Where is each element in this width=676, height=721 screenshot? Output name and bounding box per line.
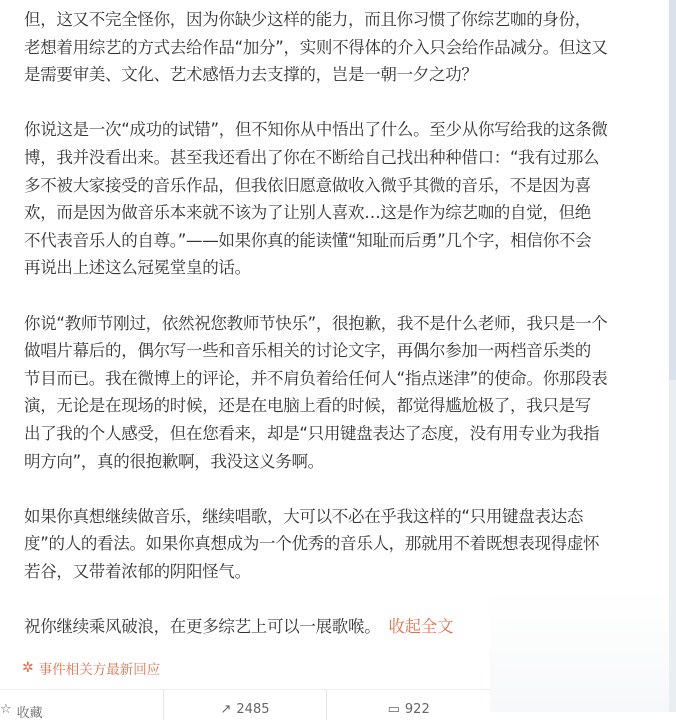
related-label: 事件相关方最新回应 bbox=[38, 662, 161, 678]
text-line: 是需要审美、文化、艺术感悟力去支撑的，岂是一朝一夕之功？ bbox=[24, 65, 478, 85]
comment-count: 922 bbox=[404, 702, 430, 717]
repost-count: 2485 bbox=[236, 702, 270, 717]
scrollbar[interactable] bbox=[669, 0, 676, 712]
action-bar bbox=[0, 690, 490, 720]
text-line: 演，无论是在现场的时候，还是在电脑上看的时候，都觉得尴尬极了，我只是写 bbox=[24, 396, 592, 416]
text-line: 欢，而是因为做音乐本来就不该为了让别人喜欢…这是作为综艺咖的自觉，但绝 bbox=[24, 203, 592, 223]
repost-button[interactable] bbox=[164, 690, 328, 720]
paragraph-1 bbox=[24, 6, 608, 89]
text-line: 如果你真想继续做音乐，继续唱歌，大可以不必在乎我这样的“只用键盘表达态 bbox=[24, 506, 584, 526]
text-line: 明方向”，真的很抱歉啊，我没这义务啊。 bbox=[24, 451, 324, 471]
comment-icon: ▭ bbox=[387, 702, 400, 717]
text-line: 不代表音乐人的自尊。”——如果你真的能读懂“知耻而后勇”几个字，相信你不会 bbox=[24, 230, 592, 250]
favorite-label: 收藏 bbox=[16, 706, 43, 721]
text-line: 若谷，又带着浓郁的阴阳怪气。 bbox=[24, 561, 251, 581]
sparkle-icon: ✲ bbox=[22, 660, 34, 676]
scrollbar-thumb[interactable] bbox=[669, 0, 676, 380]
paragraph-2 bbox=[24, 116, 608, 282]
text-line: 你说这是一次“成功的试错”，但不知你从中悟出了什么。至少从你写给我的这条微 bbox=[24, 120, 608, 140]
text-line: 博，我并没看出来。甚至我还看出了你在不断给自己找出种种借口：“我有过那么 bbox=[24, 147, 600, 167]
related-party-response-link[interactable] bbox=[22, 658, 160, 678]
paragraph-5 bbox=[24, 613, 494, 641]
text-line: 老想着用综艺的方式去给作品“加分”，实则不得体的介入只会给作品减分。但这又 bbox=[24, 37, 608, 57]
text-line: 你说“教师节刚过，依然祝您教师节快乐”，很抱歉，我不是什么老师，我只是一个 bbox=[24, 313, 608, 333]
text-line: 但，这又不完全怪你，因为你缺少这样的能力，而且你习惯了你综艺咖的身份， bbox=[24, 10, 592, 29]
side-overlay bbox=[490, 590, 676, 712]
text-line: 再说出上述这么冠冕堂皇的话。 bbox=[24, 258, 251, 278]
favorite-button[interactable] bbox=[0, 690, 164, 720]
text-line: 度”的人的看法。如果你真想成为一个优秀的音乐人，那就用不着既想表现得虚怀 bbox=[24, 534, 600, 554]
weibo-article bbox=[24, 6, 608, 668]
paragraph-4 bbox=[24, 503, 600, 586]
text-line: 节目而已。我在微博上的评论，并不肩负着给任何人“指点迷津”的使命。你那段表 bbox=[24, 368, 608, 388]
star-icon: ☆ bbox=[0, 702, 12, 717]
text-line: 做唱片幕后的，偶尔写一些和音乐相关的讨论文字，再偶尔参加一两档音乐类的 bbox=[24, 341, 592, 361]
text-line: 出了我的个人感受，但在您看来，却是“只用键盘表达了态度，没有用专业为我指 bbox=[24, 423, 600, 443]
repost-icon: ↗ bbox=[220, 702, 232, 717]
last-line-text: 祝你继续乘风破浪，在更多综艺上可以一展歌喉。 bbox=[24, 617, 381, 637]
text-line bbox=[24, 613, 494, 641]
comment-button[interactable] bbox=[327, 690, 490, 720]
collapse-full-text-link[interactable]: 收起全文 bbox=[388, 617, 454, 637]
paragraph-3 bbox=[24, 310, 608, 476]
text-line: 多不被大家接受的音乐作品，但我依旧愿意做收入微乎其微的音乐，不是因为喜 bbox=[24, 175, 592, 195]
